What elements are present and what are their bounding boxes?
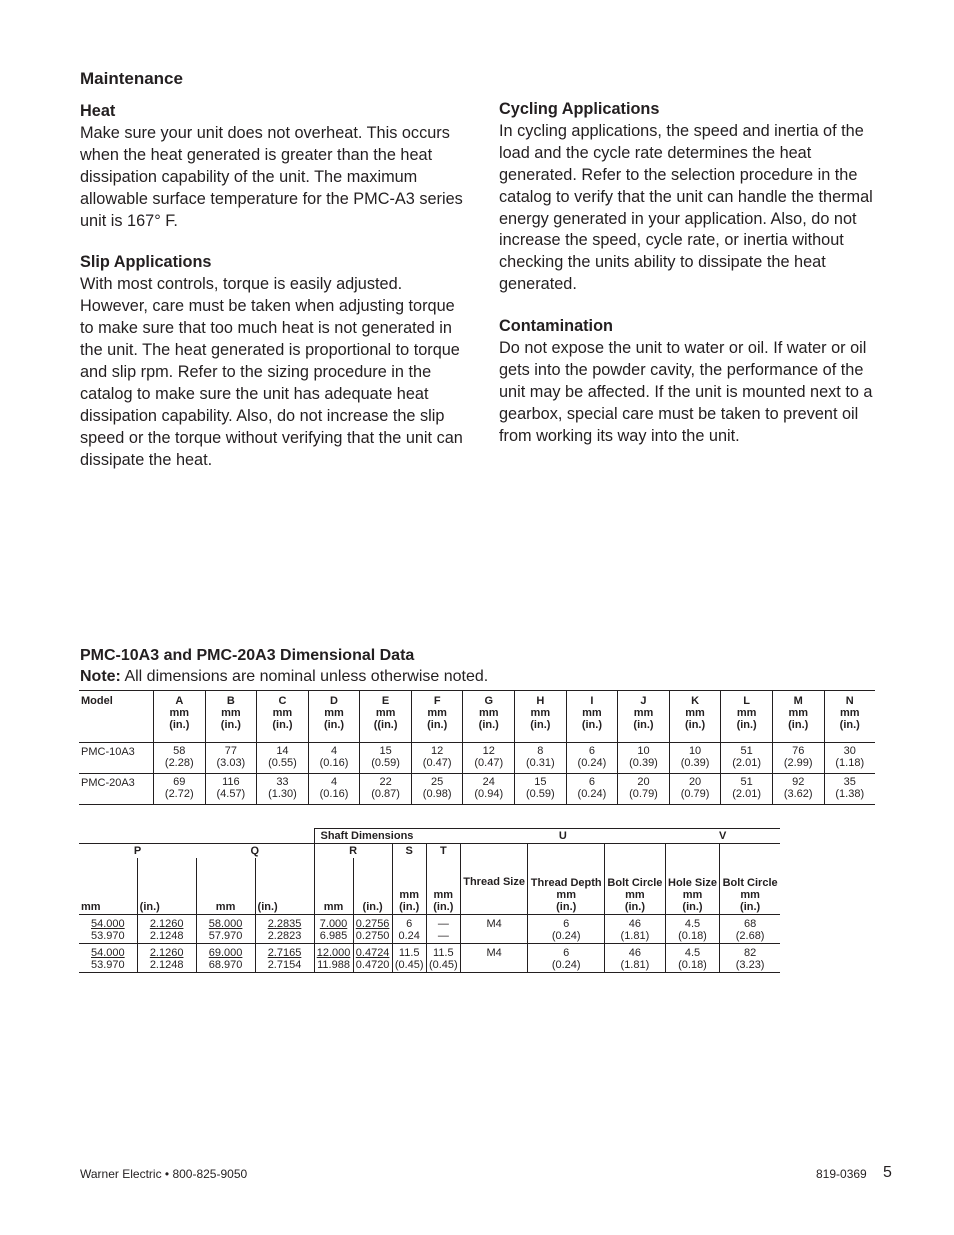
cell-line: (1.81) — [620, 958, 650, 971]
model-cell: PMC-20A3 — [79, 774, 154, 805]
value-cell — [669, 774, 721, 805]
model-cell: PMC-10A3 — [79, 743, 154, 774]
value-mm: 20 — [637, 776, 650, 788]
value-mm: 4 — [330, 776, 338, 788]
col-header-l — [721, 691, 773, 743]
s-cell — [392, 914, 426, 943]
value-in: (4.57) — [216, 788, 246, 800]
value-cell — [772, 743, 824, 774]
col-header-sub: (in.) — [530, 719, 551, 731]
hole-size-label: Hole Size — [668, 876, 717, 889]
col-header-sub: (in.) — [220, 719, 241, 731]
col-header-e — [360, 691, 412, 743]
value-in: (1.30) — [268, 788, 297, 800]
q-mm-cell — [196, 914, 255, 943]
value-cell — [463, 743, 515, 774]
value-in: (1.38) — [835, 788, 865, 800]
table-row — [79, 914, 780, 943]
contamination-body: Do not expose the unit to water or oil. If water or oil gets into the powder cavity, the performance of the unit may be affected. If the unit is mounted next to a gearbox, special care must be taken to prevent oil from working its way into the unit. — [499, 339, 873, 445]
cell-line: 53.970 — [91, 958, 125, 971]
value-cell — [669, 743, 721, 774]
col-header-sub: (in.) — [427, 719, 448, 731]
cell-line: (1.81) — [620, 929, 650, 942]
t-in: (in.) — [433, 900, 454, 913]
table-row — [79, 943, 780, 972]
s-unit-header — [392, 858, 426, 914]
bolt-circle-cell — [605, 943, 666, 972]
table-note — [80, 668, 488, 686]
value-in: (2.28) — [164, 757, 194, 769]
value-in: (0.79) — [680, 788, 710, 800]
t-cell — [426, 914, 460, 943]
thread-depth-in: (in.) — [556, 900, 577, 913]
value-in: (0.39) — [629, 757, 658, 769]
col-header-unit: mm — [169, 707, 190, 719]
col-header-unit: mm — [324, 707, 344, 719]
slip-body: With most controls, torque is easily adjusted. However, care must be taken when adjusting torque to make sure that too much heat is not generated in the unit. The heat generated is proportional to torque and slip rpm. Refer to the sizing procedure in the catalog to make sure the unit has adequate heat dissipation capability. Also, do not increase the slip speed or the torque without verifying that the unit can dissipate the heat. — [80, 275, 463, 469]
cell-line: 0.2756 — [355, 917, 390, 930]
cell-line: 0.4724 — [355, 946, 390, 959]
value-mm: 116 — [222, 776, 240, 788]
value-mm: 58 — [173, 745, 186, 757]
col-header-sub: (in.) — [272, 719, 293, 731]
value-cell — [618, 743, 670, 774]
cell-line: 4.5 — [684, 917, 701, 930]
col-header-unit: mm — [427, 707, 447, 719]
col-header-sub: (in.) — [736, 719, 757, 731]
col-header-unit: mm — [272, 707, 293, 719]
cell-line: (0.18) — [678, 958, 707, 971]
cell-line: 54.000 — [91, 946, 125, 959]
value-mm: 25 — [431, 776, 444, 788]
value-mm: 14 — [276, 745, 289, 757]
contamination-heading: Contamination — [499, 317, 613, 336]
col-header-unit: mm — [788, 707, 808, 719]
cell-line: (0.45) — [394, 958, 424, 971]
shaft-dimensions-header: Shaft Dimensions — [314, 829, 460, 844]
q-header: Q — [196, 844, 314, 859]
col-header-letter: I — [590, 695, 594, 707]
thread-depth-cell — [528, 943, 605, 972]
value-mm: 4 — [330, 745, 338, 757]
hole-size-cell — [665, 943, 719, 972]
col-header-unit: mm — [839, 707, 860, 719]
p-in-cell — [137, 914, 196, 943]
col-header-a — [154, 691, 206, 743]
value-cell — [411, 743, 463, 774]
value-in: (0.24) — [577, 788, 607, 800]
value-in: (0.55) — [268, 757, 297, 769]
value-in: (0.59) — [371, 757, 400, 769]
heat-body: Make sure your unit does not overheat. This occurs when the heat generated is greater than the heat dissipation capability of the unit. The maximum allowable surface temperature for the PMC-A3 series unit is 167° F. — [80, 123, 463, 230]
p-mm-cell — [79, 914, 137, 943]
col-header-j — [618, 691, 670, 743]
v-header: V — [665, 829, 780, 844]
col-header-letter: M — [793, 695, 803, 707]
note-label: Note: — [80, 668, 121, 685]
cell-line: 82 — [743, 946, 757, 959]
col-header-c — [257, 691, 309, 743]
col-header-sub: (in.) — [788, 719, 809, 731]
cell-line: — — [437, 929, 449, 942]
bolt-circle-label: Bolt Circle — [607, 876, 663, 889]
value-cell — [257, 774, 309, 805]
value-mm: 51 — [740, 745, 753, 757]
value-in: (0.59) — [525, 788, 555, 800]
value-mm: 30 — [843, 745, 856, 757]
cycling-body: In cycling applications, the speed and inertia of the load and the cycle rate determines the heat generated. Refer to the selection procedure in the catalog to verify that the unit can handle the thermal energy generated in your application. Also, do not increase the speed, cycle rate, or inertia without checking the units ability to dissipate the heat generated. — [499, 121, 873, 294]
value-cell — [772, 774, 824, 805]
cell-line: (0.18) — [678, 929, 707, 942]
cell-line: 68.970 — [208, 958, 243, 971]
col-header-k — [669, 691, 721, 743]
s-mm: mm — [399, 888, 419, 901]
note-text: All dimensions are nominal unless otherwise noted. — [120, 668, 489, 685]
cell-line: (0.45) — [428, 958, 458, 971]
bolt-circle2-header — [720, 844, 780, 915]
value-cell — [566, 774, 618, 805]
col-header-unit: mm — [221, 707, 241, 719]
value-cell — [721, 743, 773, 774]
cell-line: 2.1260 — [149, 946, 184, 959]
u-header: U — [460, 829, 665, 844]
cell-line: 46 — [628, 917, 642, 930]
p-in-cell — [137, 943, 196, 972]
slip-heading: Slip Applications — [80, 253, 212, 272]
q-in-cell — [255, 914, 314, 943]
cell-line: 2.1248 — [149, 958, 184, 971]
value-cell — [411, 774, 463, 805]
col-header-b — [205, 691, 257, 743]
cell-line: 0.24 — [398, 929, 420, 942]
value-mm: 6 — [588, 776, 595, 788]
value-mm: 24 — [482, 776, 495, 788]
value-cell — [308, 743, 360, 774]
bolt-circle2-cell — [720, 914, 780, 943]
cell-line: 12.000 — [316, 946, 351, 959]
hole-size-header — [665, 844, 719, 915]
table-title: PMC-10A3 and PMC-20A3 Dimensional Data — [80, 647, 415, 664]
thread-size-cell: M4 — [460, 914, 527, 943]
value-mm: 77 — [224, 745, 237, 757]
value-mm: 33 — [276, 776, 289, 788]
r-mm-cell — [314, 914, 353, 943]
value-cell — [205, 774, 257, 805]
r-mm-header: mm — [314, 858, 353, 914]
t-mm: mm — [433, 888, 454, 901]
thread-depth-header — [528, 844, 605, 915]
col-header-letter: B — [226, 695, 235, 707]
value-in: (2.99) — [783, 757, 813, 769]
value-in: (0.24) — [577, 757, 607, 769]
value-in: (1.18) — [835, 757, 865, 769]
page-number: 5 — [883, 1164, 892, 1181]
cell-line: 2.7165 — [267, 946, 302, 959]
section-title: Maintenance — [80, 69, 183, 88]
value-in: (0.16) — [319, 788, 349, 800]
value-cell — [154, 743, 206, 774]
r-in-cell — [353, 943, 392, 972]
bolt-circle2-in: (in.) — [740, 900, 761, 913]
s-cell — [392, 943, 426, 972]
cell-line: 6 — [406, 917, 413, 930]
col-header-sub: (in.) — [684, 719, 706, 731]
col-header-m — [772, 691, 824, 743]
bolt-circle2-mm: mm — [740, 888, 760, 901]
value-cell — [721, 774, 773, 805]
table-row — [79, 743, 875, 774]
cycling-heading: Cycling Applications — [499, 100, 660, 118]
cell-line: 2.1248 — [149, 929, 184, 942]
col-header-g — [463, 691, 515, 743]
value-mm: 51 — [740, 776, 753, 788]
col-header-sub: (in.) — [581, 719, 602, 731]
value-in: (0.47) — [422, 757, 452, 769]
cell-line: 0.2750 — [355, 929, 390, 942]
value-cell — [360, 743, 412, 774]
value-in: (0.98) — [422, 788, 452, 800]
col-header-h — [515, 691, 567, 743]
cell-line: 46 — [628, 946, 642, 959]
value-mm: 12 — [431, 745, 444, 757]
cell-line: 58.000 — [208, 917, 243, 930]
value-in: (0.87) — [371, 788, 400, 800]
value-cell — [824, 743, 875, 774]
value-cell — [205, 743, 257, 774]
shaft-dimensions-table — [79, 828, 780, 973]
thread-depth-label: Thread Depth — [530, 876, 602, 889]
value-cell — [154, 774, 206, 805]
col-header-unit: mm — [582, 707, 602, 719]
p-in-header: (in.) — [137, 858, 196, 914]
value-mm: 12 — [482, 745, 495, 757]
table-header-row — [79, 691, 875, 743]
heat-heading: Heat — [80, 102, 116, 120]
bolt-circle-header — [605, 844, 666, 915]
p-header: P — [79, 844, 196, 859]
cell-line: 57.970 — [208, 929, 243, 942]
q-mm-header: mm — [196, 858, 255, 914]
value-mm: 8 — [537, 745, 544, 757]
p-mm-cell — [79, 943, 137, 972]
value-in: (3.03) — [216, 757, 246, 769]
t-unit-header — [426, 858, 460, 914]
value-in: (0.79) — [629, 788, 658, 800]
right-column — [499, 99, 877, 468]
value-in: (0.94) — [474, 788, 504, 800]
value-mm: 20 — [688, 776, 702, 788]
r-mm-cell — [314, 943, 353, 972]
bolt-circle-mm: mm — [625, 888, 645, 901]
value-in: (0.31) — [525, 757, 555, 769]
cell-line: 6.985 — [319, 929, 348, 942]
value-cell — [618, 774, 670, 805]
s-header: S — [392, 844, 426, 859]
col-header-letter: C — [278, 695, 287, 707]
value-mm: 10 — [637, 745, 650, 757]
cell-line: 0.4720 — [355, 958, 390, 971]
left-column — [80, 101, 465, 492]
cell-line: 11.5 — [433, 946, 454, 959]
value-cell — [308, 774, 360, 805]
col-header-d — [308, 691, 360, 743]
cell-line: (2.68) — [735, 929, 765, 942]
value-cell — [824, 774, 875, 805]
value-cell — [515, 774, 567, 805]
col-header-sub: (in.) — [478, 719, 499, 731]
cell-line: 53.970 — [91, 929, 125, 942]
bolt-circle-cell — [605, 914, 666, 943]
value-in: (2.01) — [732, 757, 762, 769]
col-header-letter: G — [484, 695, 494, 707]
value-mm: 76 — [792, 745, 805, 757]
value-cell — [566, 743, 618, 774]
bolt-circle2-label: Bolt Circle — [722, 876, 778, 889]
model-header: Model — [79, 691, 154, 743]
q-in-cell — [255, 943, 314, 972]
q-in-header: (in.) — [255, 858, 314, 914]
cell-line: 54.000 — [91, 917, 125, 930]
cell-line: 6 — [563, 917, 570, 930]
hole-size-in: (in.) — [682, 900, 703, 913]
value-in: (2.72) — [164, 788, 194, 800]
col-header-unit: mm — [685, 707, 705, 719]
r-in-cell — [353, 914, 392, 943]
p-mm-header: mm — [81, 900, 101, 913]
cell-line: 6 — [563, 946, 570, 959]
value-mm: 92 — [792, 776, 805, 788]
col-header-unit: mm — [530, 707, 551, 719]
value-mm: 35 — [843, 776, 856, 788]
col-header-sub: ((in.) — [373, 719, 398, 731]
col-header-letter: N — [845, 695, 854, 707]
footer-contact: Warner Electric • 800-825-9050 — [80, 1167, 248, 1181]
footer-docnum: 819-0369 — [816, 1167, 867, 1181]
cell-line: 2.1260 — [149, 917, 184, 930]
cell-line: 68 — [743, 917, 757, 930]
cell-line: 69.000 — [208, 946, 243, 959]
value-in: (2.01) — [732, 788, 762, 800]
value-mm: 10 — [688, 745, 702, 757]
thread-depth-mm: mm — [556, 888, 576, 901]
value-mm: 22 — [379, 776, 392, 788]
value-in: (0.16) — [319, 757, 349, 769]
cell-line: 2.2835 — [267, 917, 302, 930]
col-header-letter: F — [433, 695, 441, 707]
bolt-circle-in: (in.) — [624, 900, 645, 913]
col-header-unit: mm — [633, 707, 654, 719]
col-header-f — [411, 691, 463, 743]
col-header-letter: J — [640, 695, 647, 707]
cell-line: (3.23) — [735, 958, 765, 971]
hole-size-mm: mm — [682, 888, 703, 901]
col-header-unit: mm — [736, 707, 757, 719]
cell-line: — — [437, 917, 449, 930]
cell-line: 11.988 — [317, 958, 350, 971]
col-header-letter: D — [330, 695, 338, 707]
t-header: T — [426, 844, 460, 859]
value-cell — [360, 774, 412, 805]
hole-size-cell — [665, 914, 719, 943]
col-header-n — [824, 691, 875, 743]
value-cell — [515, 743, 567, 774]
col-header-sub: (in.) — [169, 719, 190, 731]
q-mm-cell — [196, 943, 255, 972]
value-in: (0.47) — [474, 757, 504, 769]
t-cell — [426, 943, 460, 972]
col-header-letter: L — [743, 695, 751, 707]
col-header-letter: E — [381, 695, 390, 707]
value-mm: 15 — [379, 745, 392, 757]
cell-line: (0.24) — [551, 958, 581, 971]
cell-line: (0.24) — [551, 929, 581, 942]
cell-line: 2.2823 — [267, 929, 302, 942]
cell-line: 7.000 — [319, 917, 348, 930]
thread-size-cell: M4 — [460, 943, 527, 972]
col-header-sub: (in.) — [323, 719, 345, 731]
col-header-letter: K — [691, 695, 700, 707]
table-row — [79, 774, 875, 805]
value-in: (0.39) — [680, 757, 710, 769]
s-in: (in.) — [399, 900, 420, 913]
cell-line: 4.5 — [684, 946, 701, 959]
col-header-sub: (in.) — [839, 719, 860, 731]
value-mm: 6 — [588, 745, 595, 757]
col-header-i — [566, 691, 618, 743]
dimensional-data-table — [79, 690, 875, 805]
cell-line: 2.7154 — [267, 958, 302, 971]
col-header-unit: mm — [375, 707, 396, 719]
r-header: R — [314, 844, 392, 859]
value-mm: 15 — [534, 776, 547, 788]
thread-depth-cell — [528, 914, 605, 943]
col-header-unit: mm — [478, 707, 499, 719]
col-header-letter: A — [175, 695, 184, 707]
r-in-header: (in.) — [353, 858, 392, 914]
col-header-sub: (in.) — [633, 719, 654, 731]
bolt-circle2-cell — [720, 943, 780, 972]
thread-size-header: Thread Size — [460, 844, 527, 915]
value-in: (3.62) — [783, 788, 813, 800]
col-header-letter: H — [536, 695, 545, 707]
value-mm: 69 — [173, 776, 186, 788]
value-cell — [463, 774, 515, 805]
cell-line: 11.5 — [398, 946, 420, 959]
value-cell — [257, 743, 309, 774]
